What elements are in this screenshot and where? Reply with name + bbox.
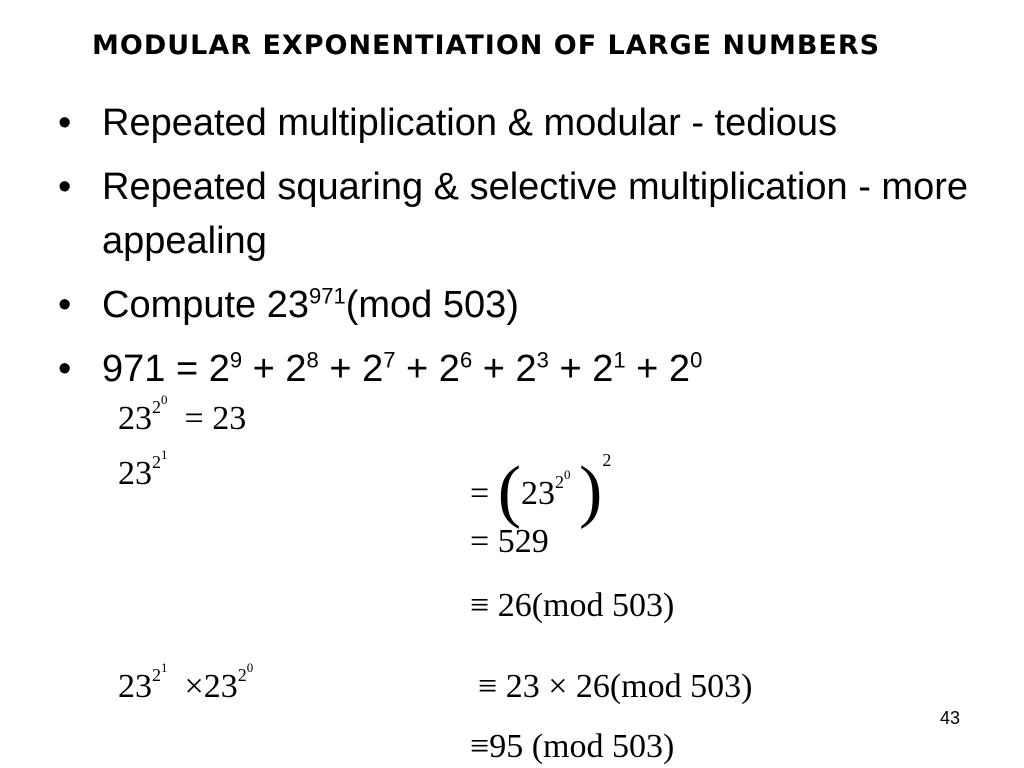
bullet-text: Repeated squaring & selective multiplication - more appealing	[102, 166, 968, 262]
equals-sign: =	[470, 523, 490, 560]
math-base: 23	[203, 668, 238, 705]
math-power-exp: 1	[161, 659, 168, 675]
bullet-dot: •	[58, 284, 72, 326]
equiv-sign: ≡	[470, 587, 490, 624]
bullet-dot: •	[58, 102, 72, 144]
math-base: 23	[521, 475, 555, 512]
math-power: 21	[152, 446, 168, 472]
math-base: 23	[118, 668, 152, 705]
term-text: + 2	[548, 348, 614, 390]
bullet-item	[58, 96, 1008, 150]
right-paren: )	[579, 453, 603, 530]
equiv-sign: ≡	[478, 668, 498, 705]
times-sign: ×	[184, 668, 204, 705]
math-power: 20	[237, 659, 254, 685]
math-value: 23	[212, 400, 247, 437]
slide-title: MODULAR EXPONENTIATION OF LARGE NUMBERS	[92, 30, 881, 61]
equiv-sign: ≡	[470, 728, 490, 765]
exponent: 9	[229, 347, 243, 373]
math-line-5-rhs	[478, 668, 752, 706]
term-text: + 2	[318, 348, 384, 390]
bullet-dot: •	[58, 348, 72, 390]
exponent: 7	[383, 347, 396, 373]
math-line-6	[470, 728, 674, 766]
math-line-1	[118, 391, 247, 438]
bullet-list	[58, 96, 1008, 406]
math-power: 2	[602, 449, 612, 470]
bullet-text: 971 = 2	[102, 348, 230, 390]
math-value: 23 × 26(mod 503)	[505, 668, 753, 705]
math-base: 23	[118, 455, 152, 492]
math-power-exp: 1	[161, 446, 168, 462]
bullet-text: Repeated multiplication & modular - tedious	[102, 102, 838, 144]
math-line-4	[470, 587, 674, 625]
math-line-2-lhs	[118, 446, 168, 493]
math-power: 20	[152, 391, 168, 417]
bullet-dot: •	[58, 166, 72, 208]
page-number: 43	[940, 708, 961, 728]
math-power: 21	[152, 659, 168, 685]
bullet-item	[58, 160, 1008, 268]
math-line-5-lhs	[118, 659, 254, 706]
math-value: 26(mod 503)	[497, 587, 675, 624]
term-text: + 2	[472, 348, 537, 390]
bullet-item	[58, 278, 1008, 332]
term-text: + 2	[625, 348, 691, 390]
math-line-2-rhs	[470, 442, 612, 530]
term-text: + 2	[395, 348, 460, 390]
bullet-text: Compute 23	[102, 284, 310, 326]
equals-sign: =	[184, 400, 204, 437]
math-power-exp: 0	[564, 466, 571, 482]
bullet-item	[58, 342, 1008, 396]
term-text: + 2	[242, 348, 307, 390]
exponent: 1	[613, 347, 626, 373]
math-power: 20	[555, 466, 571, 492]
exponent: 3	[536, 347, 549, 373]
exponent: 971	[309, 283, 346, 309]
bullet-text: (mod 503)	[345, 284, 519, 326]
math-value: 529	[497, 523, 549, 560]
math-line-3	[470, 523, 549, 561]
exponent: 6	[459, 347, 473, 373]
math-base: 23	[118, 400, 152, 437]
math-power-exp: 0	[161, 391, 168, 407]
math-value: 95 (mod 503)	[489, 728, 675, 765]
exponent: 8	[306, 347, 319, 373]
equals-sign: =	[470, 475, 490, 512]
math-power-exp: 0	[246, 659, 254, 675]
exponent: 0	[690, 347, 703, 373]
left-paren: (	[497, 453, 521, 530]
